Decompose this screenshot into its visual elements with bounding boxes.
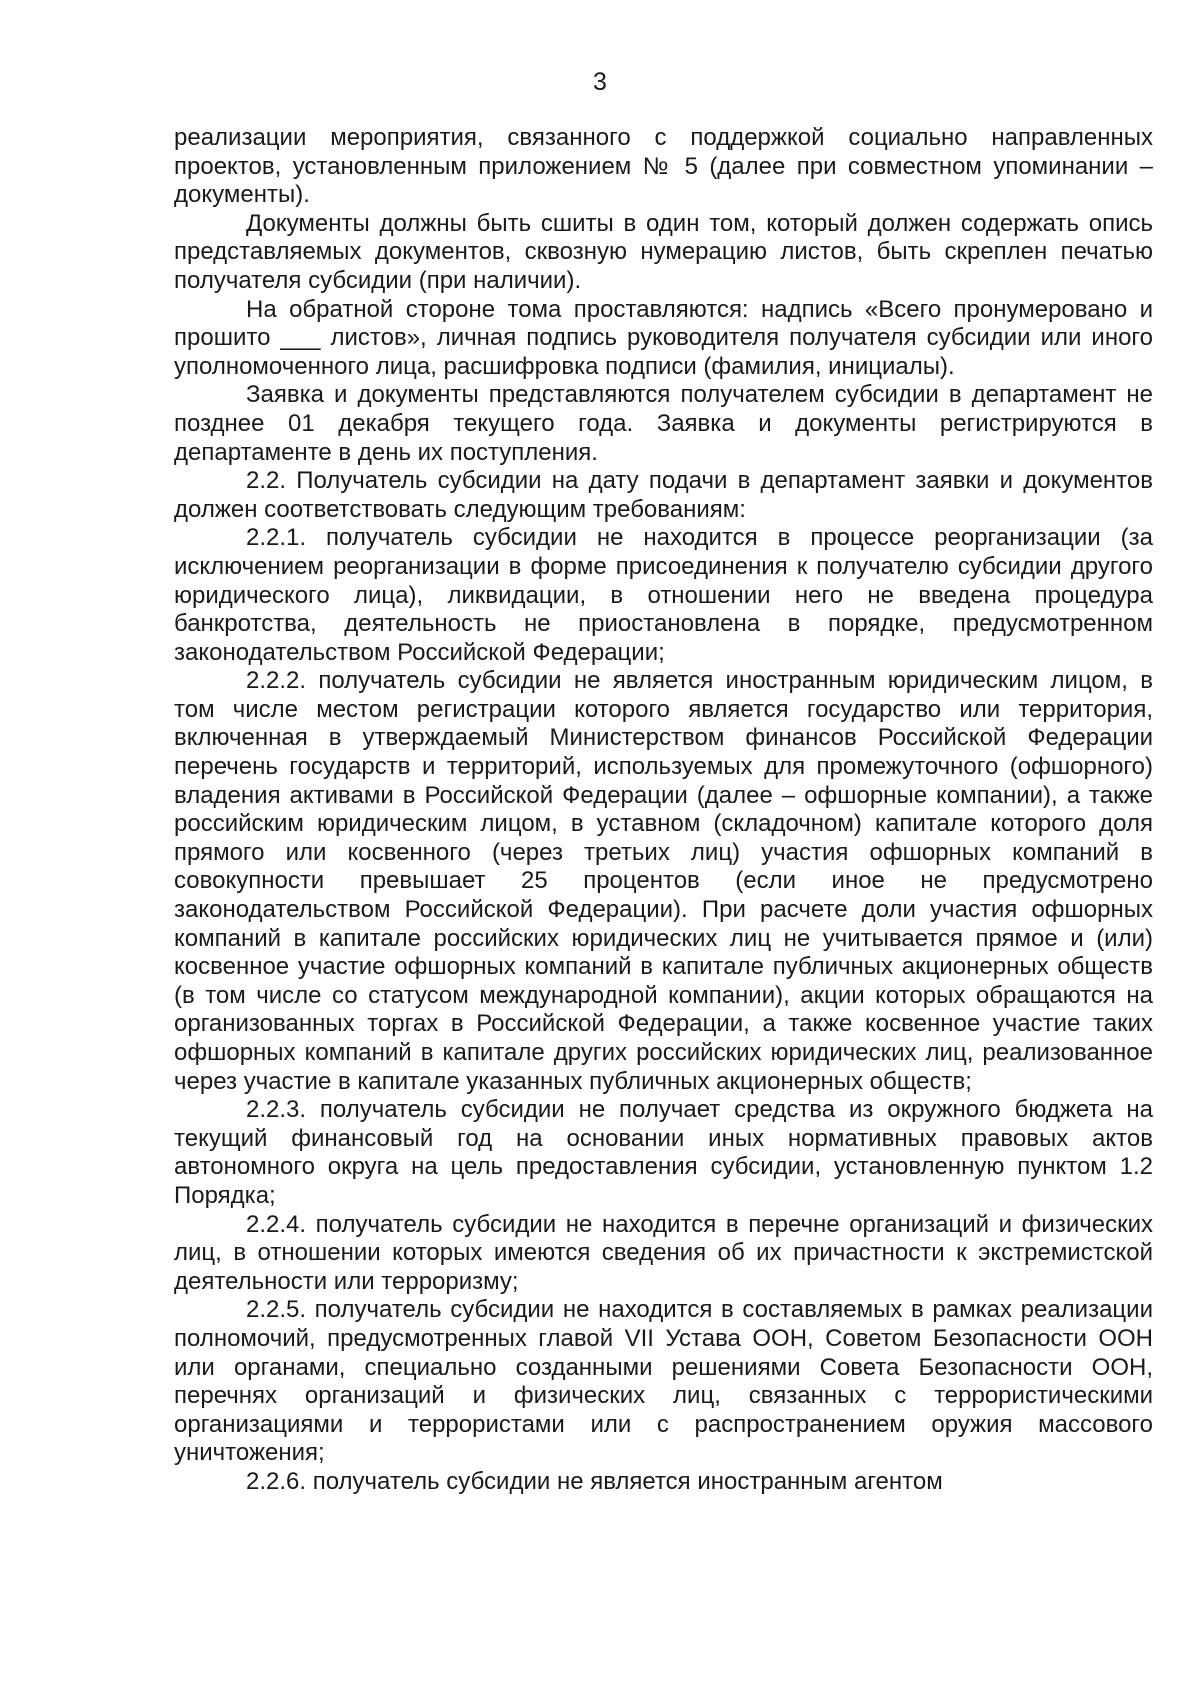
clause-2-2-4: 2.2.4. получатель субсидии не находится в перечне организаций и физических лиц, в отношении которых имеются сведения об их причастности к экстремистской деятельности или терроризму; bbox=[174, 1210, 1153, 1295]
document-body bbox=[174, 124, 1153, 1497]
paragraph-submission-deadline: Заявка и документы представляются получателем субсидии в департамент не позднее 01 декабря текущего года. Заявка и документы регистрируются в департаменте в день их поступления. bbox=[174, 381, 1153, 466]
page-number: 3 bbox=[593, 68, 607, 96]
clause-2-2-1: 2.2.1. получатель субсидии не находится в процессе реорганизации (за исключением реорганизации в форме присоединения к получателю субсидии другого юридического лица), ликвидации, в отношении него не введена процедура банкротства, деятельность не приостановлена в порядке, предусмотренном законодательством Российской Федерации; bbox=[174, 524, 1153, 666]
clause-2-2-6: 2.2.6. получатель субсидии не является иностранным агентом bbox=[246, 1467, 943, 1495]
clause-2-2-5: 2.2.5. получатель субсидии не находится в составляемых в рамках реализации полномочий, предусмотренных главой VII Устава ООН, Советом Безопасности ООН или органами, специально созданными решениями Совета Безопасности ООН, перечнях организаций и физических лиц, связанных с террористическими организациями и террористами или с распространением оружия массового уничтожения; bbox=[174, 1296, 1153, 1467]
clause-2-2-2: 2.2.2. получатель субсидии не является иностранным юридическим лицом, в том числе местом регистрации которого является государство или территория, включенная в утверждаемый Министерством финансов Российской Федерации перечень государств и территорий, используемых для промежуточного (офшорного) владения активами в Российской Федерации (далее – офшорные компании), а также российским юридическим лицом, в уставном (складочном) капитале которого доля прямого или косвенного (через третьих лиц) участия офшорных компаний в совокупности превышает 25 процентов (если иное не предусмотрено законодательством Российской Федерации). При расчете доли участия офшорных компаний в капитале российских юридических лиц не учитывается прямое и (или) косвенное участие офшорных компаний в капитале публичных акционерных обществ (в том числе со статусом международной компании), акции которых обращаются на организованных торгах в Российской Федерации, а также косвенное участие таких офшорных компаний в капитале других российских юридических лиц, реализованное через участие в капитале указанных публичных акционерных обществ; bbox=[174, 667, 1153, 1095]
paragraph-continuation: реализации мероприятия, связанного с поддержкой социально направленных проектов, установленным приложением № 5 (далее при совместном упоминании – документы). bbox=[174, 124, 1153, 209]
clause-2-2: 2.2. Получатель субсидии на дату подачи в департамент заявки и документов должен соответствовать следующим требованиям: bbox=[174, 467, 1153, 523]
paragraph-binding-requirements: Документы должны быть сшиты в один том, который должен содержать опись представляемых документов, сквозную нумерацию листов, быть скреплен печатью получателя субсидии (при наличии). bbox=[174, 209, 1153, 294]
paragraph-reverse-side-inscription: На обратной стороне тома проставляются: надпись «Всего пронумеровано и прошито ___ листов», личная подпись руководителя получателя субсидии или иного уполномоченного лица, расшифровка подписи (фамилия, инициалы). bbox=[174, 295, 1153, 380]
clause-2-2-3: 2.2.3. получатель субсидии не получает средства из окружного бюджета на текущий финансовый год на основании иных нормативных правовых актов автономного округа на цель предоставления субсидии, установленную пунктом 1.2 Порядка; bbox=[174, 1096, 1153, 1209]
